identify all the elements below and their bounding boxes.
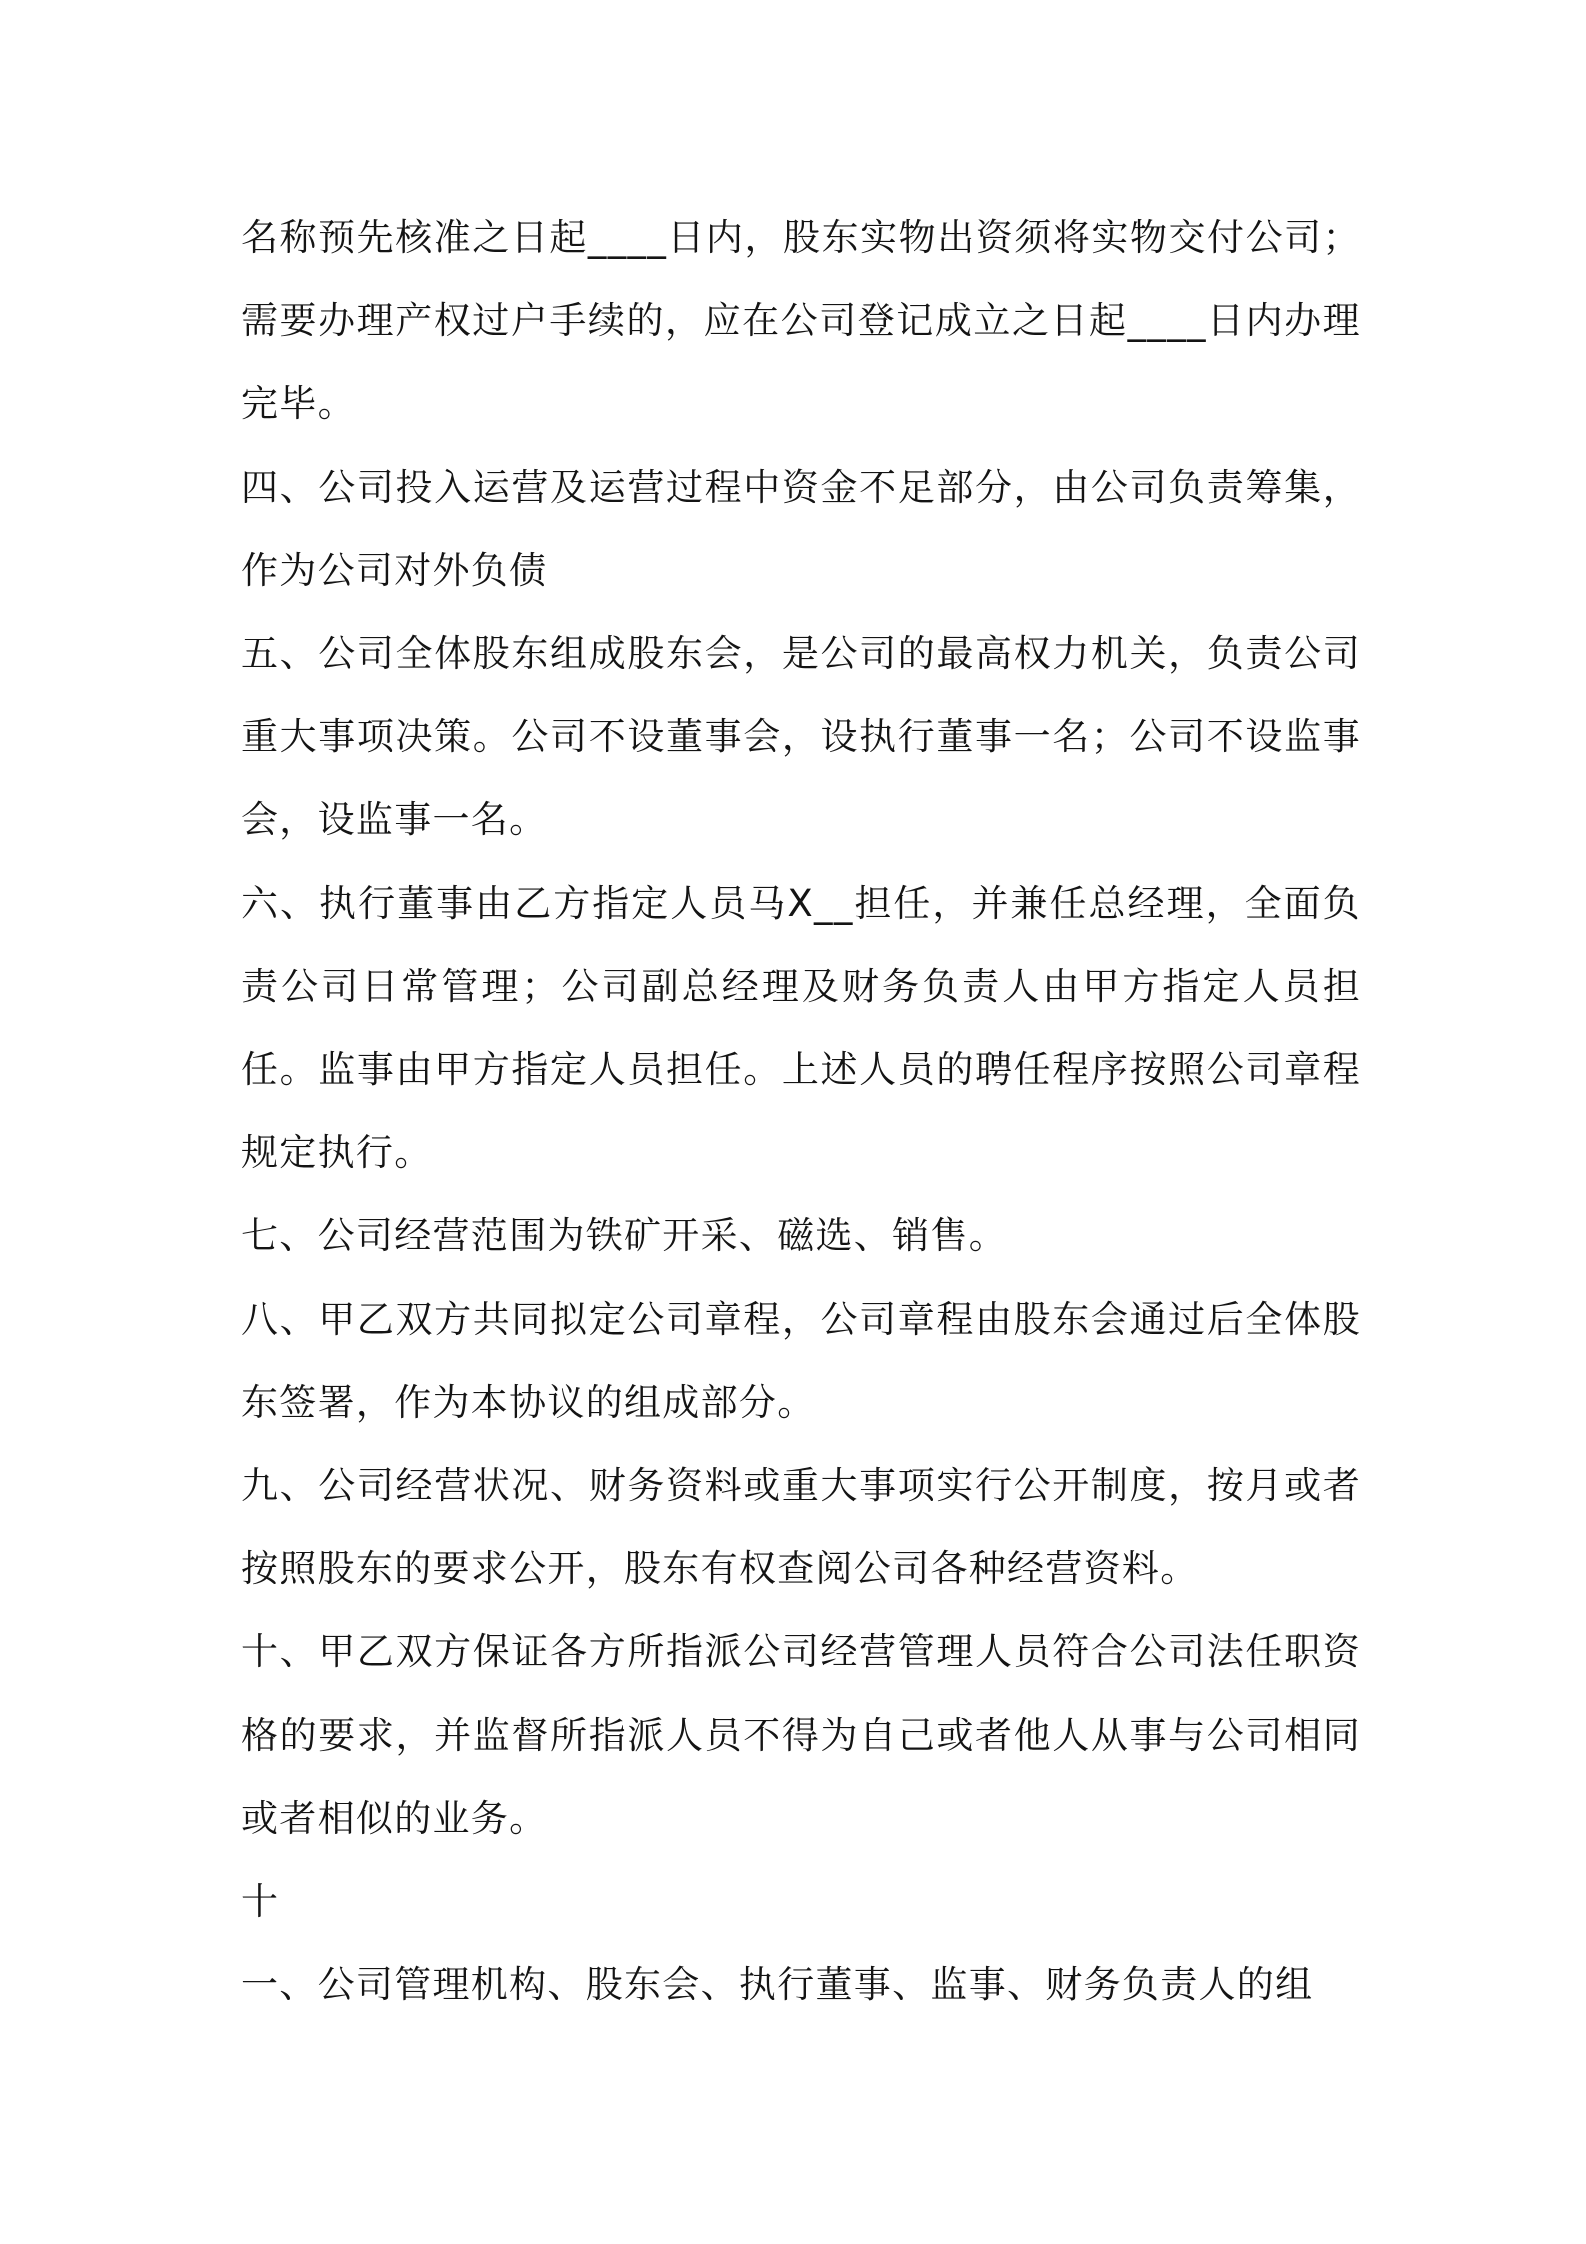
- clause-4: 四、公司投入运营及运营过程中资金不足部分，由公司负责筹集，作为公司对外负债: [241, 465, 1361, 592]
- clause-11: 一、公司管理机构、股东会、执行董事、监事、财务负责人的组: [241, 1963, 1314, 2007]
- clause-7: 七、公司经营范围为铁矿开采、磁选、销售。: [241, 1214, 1007, 1258]
- clause-11-number: 十: [241, 1880, 280, 1924]
- clause-10: 十、甲乙双方保证各方所指派公司经营管理人员符合公司法任职资格的要求，并监督所指派人员不得为自己或者他人从事与公司相同或者相似的业务。: [241, 1630, 1361, 1840]
- clause-9: 九、公司经营状况、财务资料或重大事项实行公开制度，按月或者按照股东的要求公开，股东有权查阅公司各种经营资料。: [241, 1464, 1361, 1591]
- clause-6: 六、执行董事由乙方指定人员马X__担任，并兼任总经理，全面负责公司日常管理；公司副总经理及财务负责人由甲方指定人员担任。监事由甲方指定人员担任。上述人员的聘任程序按照公司章程规定执行。: [241, 881, 1361, 1175]
- clause-5: 五、公司全体股东组成股东会，是公司的最高权力机关，负责公司重大事项决策。公司不设董事会，设执行董事一名；公司不设监事会，设监事一名。: [241, 632, 1361, 842]
- clause-8: 八、甲乙双方共同拟定公司章程，公司章程由股东会通过后全体股东签署，作为本协议的组成部分。: [241, 1297, 1361, 1424]
- document-body: [241, 196, 1361, 2026]
- paragraph-continuation: 名称预先核准之日起____日内，股东实物出资须将实物交付公司；需要办理产权过户手续的，应在公司登记成立之日起____日内办理完毕。: [241, 216, 1361, 426]
